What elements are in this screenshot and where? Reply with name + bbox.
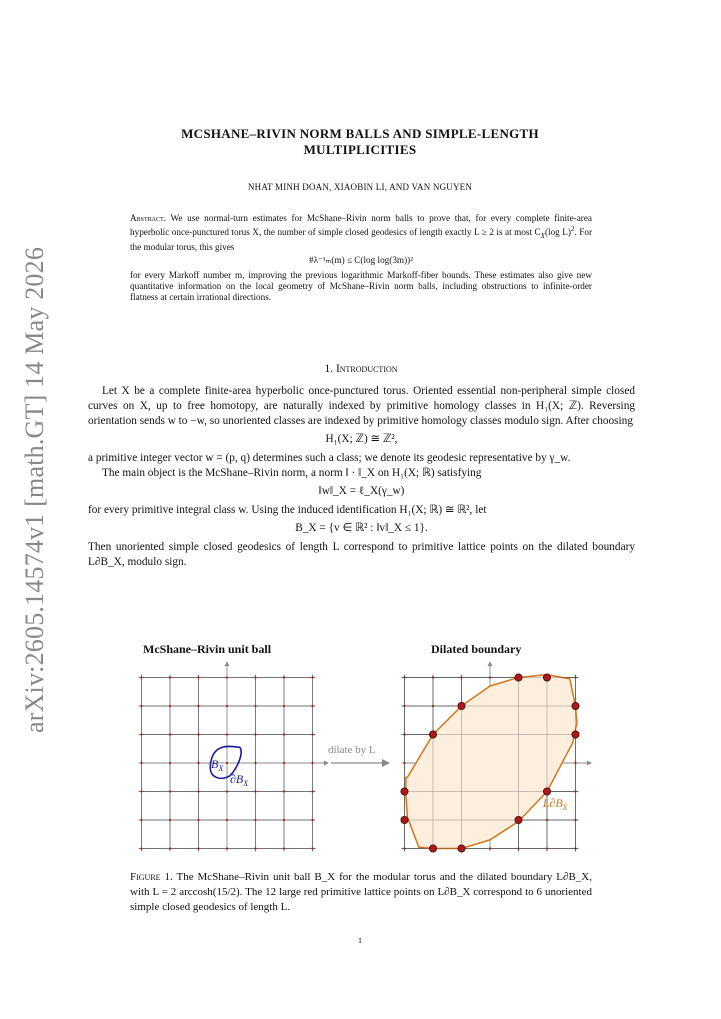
right-panel-grid: [401, 661, 592, 852]
left-lattice-dot: [226, 762, 228, 764]
left-lattice-dot: [169, 676, 171, 678]
figure-left-title: McShane–Rivin unit ball: [143, 642, 272, 656]
left-lattice-dot: [283, 847, 285, 849]
left-lattice-dot: [283, 676, 285, 678]
dilate-arrow: [331, 759, 390, 767]
arxiv-id-text: arXiv:2605.14574v1 [math.GT] 14 May 2026: [20, 246, 49, 734]
left-lattice-dot: [197, 819, 199, 821]
intro-paragraph-3: The main object is the McShane–Rivin norm, a norm ‖ · ‖_X on H₁(X; ℝ) satisfying: [102, 467, 482, 479]
primitive-lattice-point: [543, 788, 550, 795]
primitive-lattice-point: [429, 731, 436, 738]
left-lattice-dot: [140, 790, 142, 792]
dilated-boundary-polygon: [406, 675, 577, 849]
left-lattice-dot: [311, 676, 313, 678]
intro-paragraph-4: for every primitive integral class w. Using the induced identification H₁(X; ℝ) ≅ ℝ², let: [88, 504, 487, 516]
abstract-text-2: for every Markoff number m, improving the previous logarithmic Markoff-fiber bounds. These estimates also give new quantitative information on the local geometry of McShane–Rivin norm balls, including obstructions to infinite-order flatness at certain irrational directions.: [130, 269, 592, 302]
figure-1-caption: [130, 870, 592, 915]
primitive-lattice-point: [572, 702, 579, 709]
left-lattice-dot: [169, 762, 171, 764]
label-L-boundary-B-X: $L\partial B_X$: [542, 796, 568, 813]
left-lattice-dot: [283, 790, 285, 792]
primitive-lattice-point: [401, 816, 408, 823]
left-lattice-dot: [197, 676, 199, 678]
intro-equation-1: H₁(X; ℤ) ≅ ℤ²,: [325, 433, 398, 445]
primitive-lattice-point: [515, 674, 522, 681]
left-lattice-dot: [226, 819, 228, 821]
intro-paragraph-1: Let X be a complete finite-area hyperbolic once-punctured torus. Oriented essential non-peripheral simple closed curves on X, up to free homotopy, are naturally indexed by primitive homology classes in H₁(X; ℤ). Reversing orientation sends w to −w, so unoriented classes are indexed by primitive homology classes modulo sign. After choosing: [88, 385, 635, 427]
abstract: Abstract. We use normal-turn estimates for McShane–Rivin norm balls to prove that, for every complete finite-area hyperbolic once-punctured torus X, the number of simple closed geodesics of length exactly L ≥ 2 is at most $C_X(\log$ L)$^2$. For the modular torus, this gives #λ⁻¹ₘ(m) ≤ C(log log(3m))² for every Markoff number m, improving the previous logarithmic Markoff-fiber bounds. These estimates also give new quantitative information on the local geometry of McShane–Rivin norm balls, including obstructions to infinite-order flatness at certain irrational directions.: [130, 213, 593, 302]
left-lattice-dot: [283, 819, 285, 821]
caption-text: The McShane–Rivin unit ball B_X for the modular torus and the dilated boundary L∂B_X, with L = 2 arccosh(15/2). The 12 large red primitive lattice points on L∂B_X correspond to 6 unoriented simple closed geodesics of length L.: [130, 871, 592, 913]
left-lattice-dot: [169, 819, 171, 821]
intro-equation-2: ‖w‖_X = ℓ_X(γ_w): [318, 485, 405, 497]
title-line-1: MCSHANE–RIVIN NORM BALLS AND SIMPLE-LENGTH: [181, 126, 539, 141]
introduction-body: [88, 384, 635, 570]
left-lattice-dot: [140, 705, 142, 707]
left-lattice-dot: [169, 847, 171, 849]
left-lattice-dot: [311, 790, 313, 792]
right-x-axis-arrow: [587, 761, 592, 766]
label-boundary-B-X: $\partial B_X$: [230, 772, 249, 788]
left-lattice-dot: [226, 676, 228, 678]
left-lattice-dot: [140, 676, 142, 678]
left-lattice-dot: [254, 733, 256, 735]
left-lattice-dot: [197, 705, 199, 707]
left-lattice-dot: [283, 733, 285, 735]
abstract-label: Abstract.: [130, 213, 166, 223]
left-lattice-dot: [140, 819, 142, 821]
left-y-axis-arrow: [225, 661, 230, 666]
left-lattice-dot: [226, 733, 228, 735]
primitive-lattice-point: [458, 845, 465, 852]
primitive-lattice-point: [572, 731, 579, 738]
primitive-lattice-point: [515, 816, 522, 823]
intro-paragraph-5: Then unoriented simple closed geodesics of length L correspond to primitive lattice points on the dilated boundary L∂B_X, modulo sign.: [88, 541, 635, 568]
arxiv-sidebar-stamp: [10, 246, 60, 734]
left-lattice-dot: [254, 705, 256, 707]
section-heading-introduction: 1. Introduction: [324, 363, 398, 375]
left-lattice-dot: [254, 676, 256, 678]
left-lattice-dot: [226, 790, 228, 792]
primitive-lattice-point: [401, 788, 408, 795]
left-lattice-dot: [169, 733, 171, 735]
page-number: 1: [358, 936, 362, 945]
left-lattice-dot: [311, 705, 313, 707]
primitive-lattice-point: [429, 845, 436, 852]
left-lattice-dot: [169, 705, 171, 707]
abstract-text-1c: . For the modular torus, this gives: [130, 227, 592, 252]
abstract-text-1: We use normal-turn estimates for McShane–Rivin norm balls to prove that, for every complete finite-area hyperbolic once-punctured torus X, the number of simple closed geodesics of length exactly L ≥ 2 is at most C: [130, 213, 593, 238]
left-lattice-dot: [140, 847, 142, 849]
abstract-text-1b: (log L): [544, 227, 571, 238]
figure-right-title: Dilated boundary: [431, 642, 522, 656]
caption-label: Figure 1.: [130, 871, 173, 883]
left-x-axis-arrow: [324, 761, 329, 766]
left-lattice-dot: [283, 705, 285, 707]
paper-title: [130, 126, 590, 158]
left-lattice-dot: [169, 790, 171, 792]
primitive-lattice-point: [458, 702, 465, 709]
intro-equation-3: B_X = {v ∈ ℝ² : ‖v‖_X ≤ 1}.: [295, 522, 428, 534]
left-lattice-dot: [226, 847, 228, 849]
primitive-lattice-point: [543, 674, 550, 681]
left-lattice-dot: [254, 847, 256, 849]
dilate-arrow-label: dilate by L: [328, 744, 376, 756]
left-panel-grid: [139, 661, 329, 851]
author-list: NHAT MINH DOAN, XIAOBIN LI, AND VAN NGUYEN: [247, 182, 473, 192]
title-line-2: MULTIPLICITIES: [303, 142, 417, 157]
left-lattice-dot: [311, 733, 313, 735]
figure-1-diagram: [120, 655, 600, 860]
abstract-equation: #λ⁻¹ₘ(m) ≤ C(log log(3m))²: [309, 254, 413, 265]
left-lattice-dot: [140, 762, 142, 764]
label-B-X: $B_X$: [211, 757, 224, 773]
left-lattice-dot: [197, 790, 199, 792]
left-lattice-dot: [197, 733, 199, 735]
intro-paragraph-2: a primitive integer vector w = (p, q) determines such a class; we denote its geodesic representative by γ_w.: [88, 452, 571, 464]
left-lattice-dot: [311, 762, 313, 764]
left-lattice-dot: [311, 819, 313, 821]
left-lattice-dot: [197, 847, 199, 849]
left-lattice-dot: [254, 762, 256, 764]
left-lattice-dot: [226, 705, 228, 707]
left-lattice-dot: [254, 819, 256, 821]
left-lattice-dot: [197, 762, 199, 764]
right-y-axis-arrow: [488, 661, 493, 666]
left-lattice-dot: [311, 847, 313, 849]
left-lattice-dot: [283, 762, 285, 764]
left-lattice-dot: [140, 733, 142, 735]
left-lattice-dot: [254, 790, 256, 792]
